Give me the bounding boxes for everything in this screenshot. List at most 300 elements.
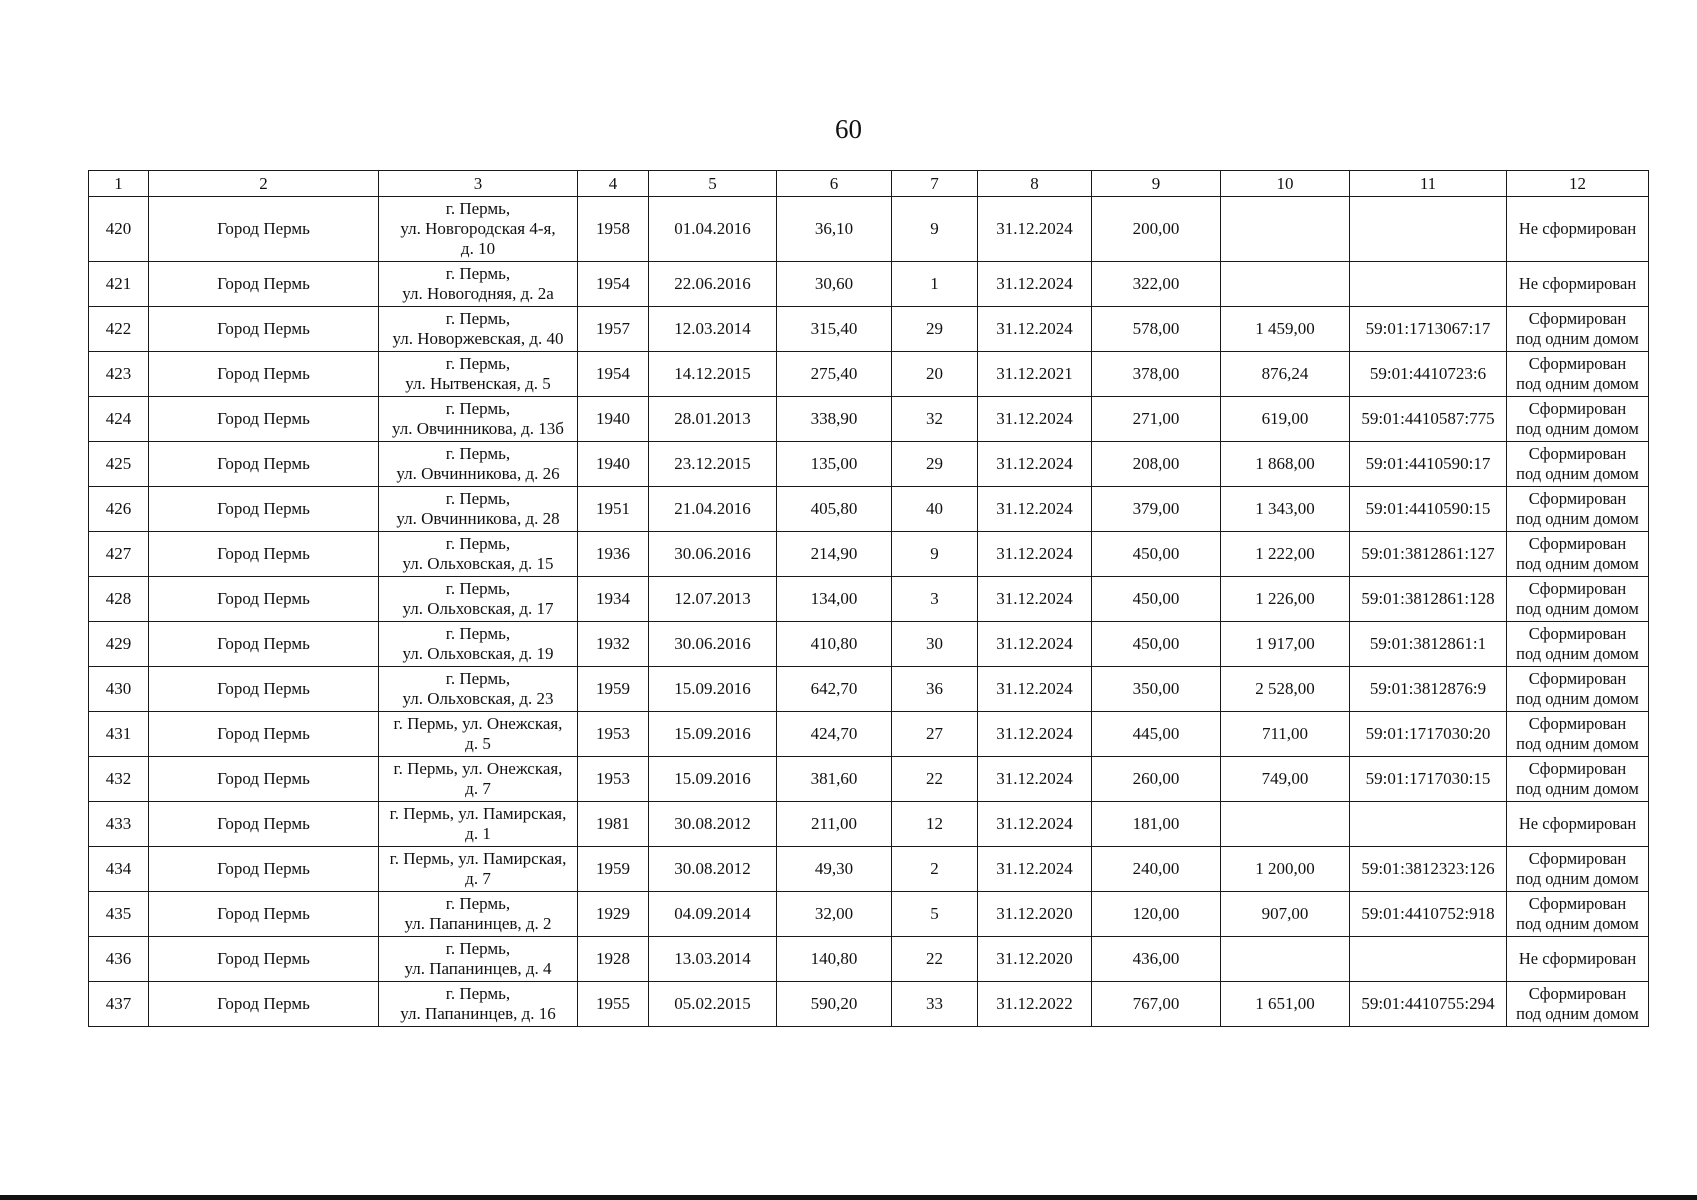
value-cell: 120,00 [1092, 892, 1221, 937]
area-cell: 135,00 [777, 442, 892, 487]
address-cell [379, 307, 578, 352]
area-cell: 405,80 [777, 487, 892, 532]
date-cell: 15.09.2016 [649, 667, 777, 712]
status-line: под одним домом [1516, 464, 1639, 483]
address-line: г. Пермь, [445, 489, 511, 508]
value-cell: 767,00 [1092, 982, 1221, 1027]
year-built-cell: 1958 [578, 197, 649, 262]
deadline-cell: 31.12.2020 [978, 937, 1092, 982]
status-line: Не сформирован [1518, 949, 1637, 968]
municipality-cell: Город Пермь [149, 577, 379, 622]
cadastral-number-cell: 59:01:3812861:128 [1350, 577, 1507, 622]
row-number-cell: 424 [89, 397, 149, 442]
deadline-cell: 31.12.2024 [978, 757, 1092, 802]
table-row [89, 757, 1649, 802]
address-cell [379, 197, 578, 262]
date-cell: 15.09.2016 [649, 757, 777, 802]
municipality-cell: Город Пермь [149, 982, 379, 1027]
status-line: Сформирован [1528, 894, 1627, 913]
cadastral-number-cell: 59:01:4410755:294 [1350, 982, 1507, 1027]
area-cell: 410,80 [777, 622, 892, 667]
deadline-cell: 31.12.2024 [978, 397, 1092, 442]
land-area-cell [1221, 937, 1350, 982]
year-built-cell: 1940 [578, 397, 649, 442]
date-cell: 30.06.2016 [649, 622, 777, 667]
row-number-cell: 422 [89, 307, 149, 352]
year-built-cell: 1954 [578, 262, 649, 307]
date-cell: 22.06.2016 [649, 262, 777, 307]
address-line: г. Пермь, [445, 199, 511, 218]
cadastral-number-cell: 59:01:4410723:6 [1350, 352, 1507, 397]
column-header-3: 3 [379, 171, 578, 197]
municipality-cell: Город Пермь [149, 442, 379, 487]
cadastral-number-cell: 59:01:3812876:9 [1350, 667, 1507, 712]
count-cell: 36 [892, 667, 978, 712]
status-line: под одним домом [1516, 599, 1639, 618]
table-row [89, 307, 1649, 352]
cadastral-number-cell [1350, 262, 1507, 307]
status-line: Сформирован [1528, 399, 1627, 418]
value-cell: 450,00 [1092, 577, 1221, 622]
status-line: под одним домом [1516, 914, 1639, 933]
row-number-cell: 433 [89, 802, 149, 847]
column-header-4: 4 [578, 171, 649, 197]
row-number-cell: 426 [89, 487, 149, 532]
deadline-cell: 31.12.2024 [978, 847, 1092, 892]
column-header-1: 1 [89, 171, 149, 197]
address-line: г. Пермь, [445, 534, 511, 553]
row-number-cell: 420 [89, 197, 149, 262]
address-line: г. Пермь, [445, 264, 511, 283]
land-status-cell [1507, 847, 1649, 892]
row-number-cell: 435 [89, 892, 149, 937]
address-cell [379, 802, 578, 847]
housing-registry-table [88, 170, 1649, 1027]
date-cell: 21.04.2016 [649, 487, 777, 532]
address-line: ул. Новоржевская, д. 40 [392, 329, 564, 348]
value-cell: 450,00 [1092, 622, 1221, 667]
year-built-cell: 1951 [578, 487, 649, 532]
address-cell [379, 577, 578, 622]
address-line: г. Пермь, [445, 624, 511, 643]
land-status-cell [1507, 577, 1649, 622]
status-line: Сформирован [1528, 849, 1627, 868]
cadastral-number-cell: 59:01:1717030:15 [1350, 757, 1507, 802]
status-line: Сформирован [1528, 669, 1627, 688]
status-line: Сформирован [1528, 489, 1627, 508]
cadastral-number-cell: 59:01:3812861:1 [1350, 622, 1507, 667]
cadastral-number-cell: 59:01:4410590:15 [1350, 487, 1507, 532]
table-row [89, 667, 1649, 712]
year-built-cell: 1932 [578, 622, 649, 667]
status-line: под одним домом [1516, 734, 1639, 753]
address-line: г. Пермь, [445, 579, 511, 598]
table-row [89, 442, 1649, 487]
year-built-cell: 1929 [578, 892, 649, 937]
row-number-cell: 436 [89, 937, 149, 982]
address-line: г. Пермь, ул. Онежская, [393, 714, 563, 733]
address-line: г. Пермь, [445, 984, 511, 1003]
count-cell: 12 [892, 802, 978, 847]
deadline-cell: 31.12.2024 [978, 262, 1092, 307]
row-number-cell: 423 [89, 352, 149, 397]
municipality-cell: Город Пермь [149, 352, 379, 397]
area-cell: 140,80 [777, 937, 892, 982]
address-line: ул. Ольховская, д. 15 [402, 554, 554, 573]
table-row [89, 487, 1649, 532]
table-body [89, 197, 1649, 1027]
municipality-cell: Город Пермь [149, 847, 379, 892]
status-line: Сформирован [1528, 984, 1627, 1003]
deadline-cell: 31.12.2024 [978, 487, 1092, 532]
area-cell: 134,00 [777, 577, 892, 622]
row-number-cell: 427 [89, 532, 149, 577]
status-line: под одним домом [1516, 1004, 1639, 1023]
status-line: Сформирован [1528, 354, 1627, 373]
municipality-cell: Город Пермь [149, 712, 379, 757]
land-status-cell [1507, 442, 1649, 487]
status-line: под одним домом [1516, 374, 1639, 393]
deadline-cell: 31.12.2021 [978, 352, 1092, 397]
area-cell: 590,20 [777, 982, 892, 1027]
year-built-cell: 1957 [578, 307, 649, 352]
year-built-cell: 1940 [578, 442, 649, 487]
column-header-9: 9 [1092, 171, 1221, 197]
value-cell: 322,00 [1092, 262, 1221, 307]
area-cell: 211,00 [777, 802, 892, 847]
count-cell: 3 [892, 577, 978, 622]
deadline-cell: 31.12.2024 [978, 712, 1092, 757]
table-row [89, 262, 1649, 307]
status-line: Сформирован [1528, 714, 1627, 733]
table-row [89, 622, 1649, 667]
column-header-2: 2 [149, 171, 379, 197]
address-cell [379, 982, 578, 1027]
land-area-cell [1221, 262, 1350, 307]
deadline-cell: 31.12.2024 [978, 667, 1092, 712]
address-line: д. 7 [465, 779, 491, 798]
value-cell: 260,00 [1092, 757, 1221, 802]
value-cell: 350,00 [1092, 667, 1221, 712]
count-cell: 9 [892, 197, 978, 262]
status-line: под одним домом [1516, 329, 1639, 348]
address-cell [379, 667, 578, 712]
area-cell: 642,70 [777, 667, 892, 712]
deadline-cell: 31.12.2024 [978, 577, 1092, 622]
land-status-cell [1507, 262, 1649, 307]
year-built-cell: 1959 [578, 847, 649, 892]
deadline-cell: 31.12.2020 [978, 892, 1092, 937]
year-built-cell: 1953 [578, 757, 649, 802]
address-line: г. Пермь, [445, 399, 511, 418]
land-area-cell [1221, 802, 1350, 847]
value-cell: 200,00 [1092, 197, 1221, 262]
row-number-cell: 429 [89, 622, 149, 667]
land-area-cell: 1 917,00 [1221, 622, 1350, 667]
address-line: г. Пермь, [445, 444, 511, 463]
count-cell: 33 [892, 982, 978, 1027]
cadastral-number-cell: 59:01:3812861:127 [1350, 532, 1507, 577]
year-built-cell: 1928 [578, 937, 649, 982]
municipality-cell: Город Пермь [149, 667, 379, 712]
count-cell: 27 [892, 712, 978, 757]
value-cell: 578,00 [1092, 307, 1221, 352]
column-header-6: 6 [777, 171, 892, 197]
scan-border-bottom [0, 1195, 1697, 1200]
address-cell [379, 532, 578, 577]
cadastral-number-cell: 59:01:4410752:918 [1350, 892, 1507, 937]
land-status-cell [1507, 757, 1649, 802]
count-cell: 1 [892, 262, 978, 307]
land-status-cell [1507, 937, 1649, 982]
area-cell: 381,60 [777, 757, 892, 802]
count-cell: 2 [892, 847, 978, 892]
column-header-11: 11 [1350, 171, 1507, 197]
cadastral-number-cell [1350, 197, 1507, 262]
deadline-cell: 31.12.2022 [978, 982, 1092, 1027]
municipality-cell: Город Пермь [149, 532, 379, 577]
table-row [89, 397, 1649, 442]
status-line: Сформирован [1528, 534, 1627, 553]
year-built-cell: 1955 [578, 982, 649, 1027]
row-number-cell: 432 [89, 757, 149, 802]
status-line: под одним домом [1516, 644, 1639, 663]
value-cell: 240,00 [1092, 847, 1221, 892]
land-area-cell: 1 459,00 [1221, 307, 1350, 352]
cadastral-number-cell: 59:01:4410587:775 [1350, 397, 1507, 442]
year-built-cell: 1954 [578, 352, 649, 397]
status-line: под одним домом [1516, 419, 1639, 438]
cadastral-number-cell [1350, 937, 1507, 982]
land-area-cell: 619,00 [1221, 397, 1350, 442]
year-built-cell: 1981 [578, 802, 649, 847]
address-line: ул. Овчинникова, д. 13б [392, 419, 564, 438]
land-area-cell: 711,00 [1221, 712, 1350, 757]
count-cell: 40 [892, 487, 978, 532]
area-cell: 424,70 [777, 712, 892, 757]
address-line: ул. Ольховская, д. 17 [402, 599, 554, 618]
status-line: Сформирован [1528, 309, 1627, 328]
address-cell [379, 892, 578, 937]
address-cell [379, 397, 578, 442]
land-status-cell [1507, 712, 1649, 757]
column-header-5: 5 [649, 171, 777, 197]
municipality-cell: Город Пермь [149, 197, 379, 262]
address-line: ул. Овчинникова, д. 28 [396, 509, 560, 528]
column-header-8: 8 [978, 171, 1092, 197]
address-cell [379, 622, 578, 667]
land-status-cell [1507, 307, 1649, 352]
column-header-12: 12 [1507, 171, 1649, 197]
date-cell: 12.03.2014 [649, 307, 777, 352]
address-cell [379, 757, 578, 802]
land-area-cell: 1 200,00 [1221, 847, 1350, 892]
address-line: д. 10 [460, 239, 496, 258]
row-number-cell: 428 [89, 577, 149, 622]
municipality-cell: Город Пермь [149, 802, 379, 847]
year-built-cell: 1934 [578, 577, 649, 622]
address-cell [379, 487, 578, 532]
address-line: ул. Ольховская, д. 19 [402, 644, 554, 663]
count-cell: 22 [892, 757, 978, 802]
area-cell: 214,90 [777, 532, 892, 577]
status-line: под одним домом [1516, 554, 1639, 573]
cadastral-number-cell [1350, 802, 1507, 847]
address-line: г. Пермь, ул. Памирская, [389, 804, 567, 823]
value-cell: 208,00 [1092, 442, 1221, 487]
count-cell: 20 [892, 352, 978, 397]
address-line: г. Пермь, [445, 669, 511, 688]
table-row [89, 712, 1649, 757]
land-area-cell: 1 222,00 [1221, 532, 1350, 577]
address-line: г. Пермь, [445, 939, 511, 958]
address-line: ул. Ольховская, д. 23 [402, 689, 554, 708]
status-line: Сформирован [1528, 624, 1627, 643]
status-line: под одним домом [1516, 869, 1639, 888]
address-line: ул. Папанинцев, д. 16 [400, 1004, 556, 1023]
address-line: ул. Новогодняя, д. 2а [402, 284, 554, 303]
count-cell: 22 [892, 937, 978, 982]
cadastral-number-cell: 59:01:3812323:126 [1350, 847, 1507, 892]
land-area-cell: 1 226,00 [1221, 577, 1350, 622]
table-row [89, 577, 1649, 622]
land-status-cell [1507, 352, 1649, 397]
status-line: Не сформирован [1518, 219, 1637, 238]
table-row [89, 847, 1649, 892]
deadline-cell: 31.12.2024 [978, 802, 1092, 847]
date-cell: 15.09.2016 [649, 712, 777, 757]
status-line: Не сформирован [1518, 274, 1637, 293]
date-cell: 30.06.2016 [649, 532, 777, 577]
date-cell: 30.08.2012 [649, 802, 777, 847]
row-number-cell: 425 [89, 442, 149, 487]
value-cell: 378,00 [1092, 352, 1221, 397]
area-cell: 49,30 [777, 847, 892, 892]
status-line: под одним домом [1516, 509, 1639, 528]
land-status-cell [1507, 802, 1649, 847]
cadastral-number-cell: 59:01:1713067:17 [1350, 307, 1507, 352]
municipality-cell: Город Пермь [149, 757, 379, 802]
deadline-cell: 31.12.2024 [978, 622, 1092, 667]
value-cell: 271,00 [1092, 397, 1221, 442]
municipality-cell: Город Пермь [149, 937, 379, 982]
address-line: ул. Папанинцев, д. 4 [404, 959, 552, 978]
cadastral-number-cell: 59:01:4410590:17 [1350, 442, 1507, 487]
table-row [89, 892, 1649, 937]
date-cell: 13.03.2014 [649, 937, 777, 982]
count-cell: 32 [892, 397, 978, 442]
land-status-cell [1507, 622, 1649, 667]
area-cell: 338,90 [777, 397, 892, 442]
land-status-cell [1507, 982, 1649, 1027]
cadastral-number-cell: 59:01:1717030:20 [1350, 712, 1507, 757]
page-number: 60 [835, 114, 862, 144]
address-line: г. Пермь, [445, 354, 511, 373]
address-cell [379, 847, 578, 892]
status-line: под одним домом [1516, 689, 1639, 708]
column-number-header-row [89, 171, 1649, 197]
date-cell: 28.01.2013 [649, 397, 777, 442]
land-area-cell: 876,24 [1221, 352, 1350, 397]
status-line: Сформирован [1528, 759, 1627, 778]
land-status-cell [1507, 487, 1649, 532]
deadline-cell: 31.12.2024 [978, 532, 1092, 577]
row-number-cell: 434 [89, 847, 149, 892]
status-line: Сформирован [1528, 579, 1627, 598]
area-cell: 30,60 [777, 262, 892, 307]
deadline-cell: 31.12.2024 [978, 307, 1092, 352]
address-line: г. Пермь, ул. Памирская, [389, 849, 567, 868]
land-area-cell: 1 868,00 [1221, 442, 1350, 487]
area-cell: 315,40 [777, 307, 892, 352]
address-line: г. Пермь, [445, 309, 511, 328]
address-cell [379, 352, 578, 397]
area-cell: 32,00 [777, 892, 892, 937]
value-cell: 445,00 [1092, 712, 1221, 757]
table-row [89, 982, 1649, 1027]
address-cell [379, 262, 578, 307]
table-row [89, 937, 1649, 982]
column-header-7: 7 [892, 171, 978, 197]
status-line: Сформирован [1528, 444, 1627, 463]
status-line: под одним домом [1516, 779, 1639, 798]
row-number-cell: 437 [89, 982, 149, 1027]
table-row [89, 352, 1649, 397]
address-line: г. Пермь, [445, 894, 511, 913]
status-line: Не сформирован [1518, 814, 1637, 833]
area-cell: 275,40 [777, 352, 892, 397]
municipality-cell: Город Пермь [149, 307, 379, 352]
address-cell [379, 937, 578, 982]
area-cell: 36,10 [777, 197, 892, 262]
year-built-cell: 1959 [578, 667, 649, 712]
land-status-cell [1507, 667, 1649, 712]
municipality-cell: Город Пермь [149, 622, 379, 667]
land-area-cell: 1 343,00 [1221, 487, 1350, 532]
date-cell: 23.12.2015 [649, 442, 777, 487]
year-built-cell: 1953 [578, 712, 649, 757]
value-cell: 450,00 [1092, 532, 1221, 577]
land-area-cell: 749,00 [1221, 757, 1350, 802]
address-line: ул. Новгородская 4-я, [400, 219, 556, 238]
row-number-cell: 421 [89, 262, 149, 307]
table-row [89, 197, 1649, 262]
value-cell: 379,00 [1092, 487, 1221, 532]
column-header-10: 10 [1221, 171, 1350, 197]
date-cell: 12.07.2013 [649, 577, 777, 622]
row-number-cell: 431 [89, 712, 149, 757]
municipality-cell: Город Пермь [149, 397, 379, 442]
date-cell: 30.08.2012 [649, 847, 777, 892]
land-area-cell: 907,00 [1221, 892, 1350, 937]
count-cell: 29 [892, 442, 978, 487]
date-cell: 04.09.2014 [649, 892, 777, 937]
row-number-cell: 430 [89, 667, 149, 712]
count-cell: 5 [892, 892, 978, 937]
count-cell: 30 [892, 622, 978, 667]
value-cell: 181,00 [1092, 802, 1221, 847]
deadline-cell: 31.12.2024 [978, 197, 1092, 262]
table-row [89, 532, 1649, 577]
address-line: д. 7 [465, 869, 491, 888]
address-line: ул. Нытвенская, д. 5 [405, 374, 551, 393]
value-cell: 436,00 [1092, 937, 1221, 982]
land-status-cell [1507, 532, 1649, 577]
address-cell [379, 442, 578, 487]
date-cell: 14.12.2015 [649, 352, 777, 397]
table-row [89, 802, 1649, 847]
land-status-cell [1507, 197, 1649, 262]
